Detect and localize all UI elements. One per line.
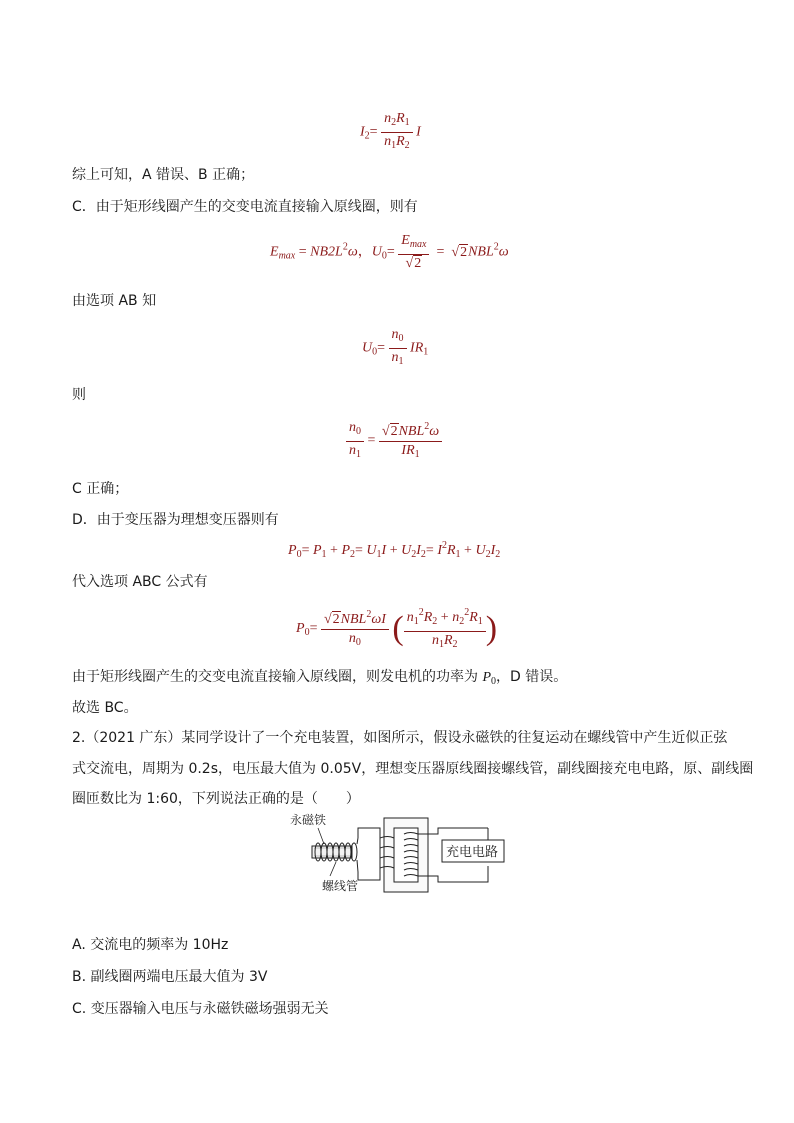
p0-symbol: $P_0$ bbox=[482, 670, 497, 687]
solenoid-label: 螺线管 bbox=[322, 879, 359, 893]
answer-line: 故选 BC。 bbox=[72, 700, 138, 716]
option-a-label: A. bbox=[72, 937, 86, 953]
question-line-3: 圈匝数比为 1:60，下列说法正确的是（ ） bbox=[72, 791, 360, 807]
c-correct-line: C 正确； bbox=[72, 481, 129, 497]
equation-p0-full: $P_0=$ $\frac{√2NBL^2\omega I}{n_0}$ ( $\frac{n_1^2R_2 + n_2^2R_1}{n_1R_2}$ ) bbox=[296, 604, 497, 654]
option-b-label: B. bbox=[72, 969, 87, 985]
d-conclusion-pre: 由于矩形线圈产生的交变电流直接输入原线圈，则发电机的功率为 bbox=[72, 669, 483, 685]
d-conclusion-line bbox=[72, 666, 567, 687]
d-conclusion-post: ，D 错误。 bbox=[496, 669, 568, 685]
option-d-intro: D．由于变压器为理想变压器则有 bbox=[72, 512, 279, 528]
transformer-core-inner bbox=[394, 828, 418, 882]
equation-p0: $P_0= P_1 + P_2= U_1I + U_2I_2= I^2R_1 + U_2I_2$ bbox=[288, 540, 501, 560]
equation-ratio: $\frac{n_0}{n_1}$ = $\frac{√2NBL^2\omega}{IR_1}$ bbox=[346, 418, 442, 464]
question-line-2: 式交流电，周期为 0.2s，电压最大值为 0.05V，理想变压器原线圈接螺线管，副线圈接充电电路，原、副线圈 bbox=[72, 761, 754, 777]
charging-circuit-label: 充电电路 bbox=[446, 845, 499, 860]
question-line-1: 2.（2021 广东）某同学设计了一个充电装置，如图所示，假设永磁铁的往复运动在螺线管中产生近似正弦 bbox=[72, 730, 728, 746]
option-a[interactable] bbox=[72, 934, 228, 954]
option-b-text: 副线圈两端电压最大值为 3V bbox=[90, 969, 268, 985]
option-a-text: 交流电的频率为 10Hz bbox=[90, 937, 229, 953]
option-b[interactable] bbox=[72, 966, 267, 986]
substitute-abc-line: 代入选项 ABC 公式有 bbox=[72, 574, 208, 590]
charging-device-figure bbox=[288, 810, 518, 902]
option-c[interactable] bbox=[72, 998, 329, 1018]
option-c-intro: C．由于矩形线圈产生的交变电流直接输入原线圈，则有 bbox=[72, 199, 418, 215]
equation-i2: $I_2=$ $\frac{n_2R_1}{n_1R_2}$ I bbox=[360, 110, 421, 155]
from-ab-line: 由选项 AB 知 bbox=[72, 293, 157, 309]
then-line: 则 bbox=[72, 387, 86, 403]
summary-ab-line: 综上可知，A 错误、B 正确； bbox=[72, 167, 255, 183]
option-c-label: C. bbox=[72, 1001, 87, 1017]
equation-u0: $U_0=$ $\frac{n_0}{n_1}$ $IR_1$ bbox=[362, 326, 428, 371]
magnet-label: 永磁铁 bbox=[290, 813, 327, 827]
equation-emax: $E_{max} = NB2L^2\omega$，$U_0=$ $\frac{E_{max}}{√2}$ = √2NBL$^2$ω bbox=[270, 233, 509, 271]
option-c-text: 变压器输入电压与永磁铁磁场强弱无关 bbox=[90, 1001, 329, 1017]
